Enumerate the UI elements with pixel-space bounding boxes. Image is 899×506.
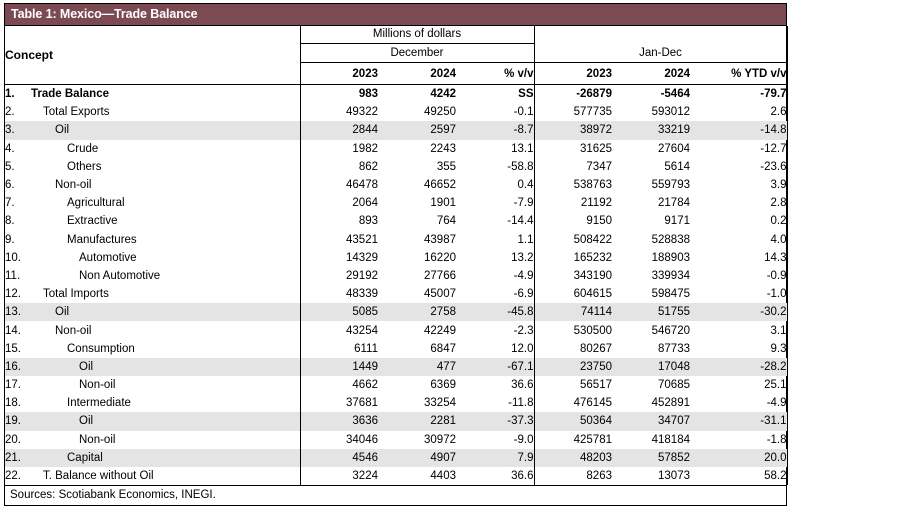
cell-ytd-2023: 38972 (534, 121, 612, 139)
cell-dec-2024: 30972 (424, 433, 456, 446)
cell-ytd-2024: 559793 (651, 179, 690, 192)
row-label: Consumption (67, 342, 135, 355)
cell-dec-2023: 2064 (300, 194, 378, 212)
table-row (5, 231, 787, 249)
table-body (5, 85, 787, 486)
cell-ytd-vy: 3.1 (690, 321, 787, 339)
header-ytd-vy: % YTD v/v (690, 63, 787, 85)
row-label: Agricultural (67, 197, 125, 210)
cell-ytd-vy: -0.9 (690, 267, 787, 285)
cell-dec-2023: 5085 (300, 303, 378, 321)
cell-ytd-2023: 577735 (573, 106, 612, 119)
cell-ytd-2024: 528838 (651, 233, 690, 246)
cell-ytd-vy: -1.8 (690, 431, 787, 449)
table-row (5, 121, 787, 139)
cell-ytd-vy: -4.9 (690, 394, 787, 412)
row-label: Extractive (67, 215, 118, 228)
row-number: 12. (5, 288, 21, 301)
cell-dec-2024: 2243 (430, 142, 456, 155)
cell-ytd-2024: 17048 (612, 358, 690, 376)
cell-ytd-vy: -30.2 (690, 303, 787, 321)
cell-ytd-2024: -5464 (660, 88, 690, 101)
header-dec-2023: 2023 (300, 63, 378, 85)
header-period-december: December (300, 43, 534, 63)
row-label: Manufactures (67, 233, 137, 246)
cell-ytd-2023: 21192 (580, 197, 612, 210)
row-number: 15. (5, 342, 21, 355)
cell-dec-vy: 36.6 (456, 376, 534, 394)
cell-ytd-vy: 0.2 (690, 212, 787, 230)
cell-dec-2024: 2281 (378, 412, 456, 430)
row-label: Non-oil (55, 179, 92, 192)
cell-ytd-2024: 593012 (651, 106, 690, 119)
cell-ytd-2023: 56517 (580, 379, 612, 392)
header-dec-vy: % v/v (456, 63, 534, 85)
cell-dec-vy: -45.8 (456, 303, 534, 321)
table-row (5, 194, 787, 212)
cell-dec-2023: 2844 (300, 121, 378, 139)
table-row (5, 467, 787, 485)
row-number: 3. (5, 121, 27, 139)
cell-dec-vy: -6.9 (456, 285, 534, 303)
cell-ytd-2024: 27604 (658, 142, 690, 155)
cell-ytd-2024: 34707 (612, 412, 690, 430)
cell-dec-2024: 4242 (430, 88, 456, 101)
cell-ytd-vy: 3.9 (690, 176, 787, 194)
cell-ytd-2023: 7347 (586, 160, 612, 173)
cell-ytd-2024: 87733 (658, 342, 690, 355)
cell-dec-2023: 37681 (300, 394, 378, 412)
cell-dec-2024: 46652 (424, 179, 456, 192)
cell-dec-2023: 1982 (300, 140, 378, 158)
header-row-units (5, 26, 787, 43)
cell-dec-2024: 43987 (424, 233, 456, 246)
cell-dec-2023: 893 (300, 212, 378, 230)
cell-dec-2024: 355 (436, 160, 456, 173)
table-source-note: Sources: Scotiabank Economics, INEGI. (5, 485, 786, 505)
cell-dec-2024: 2597 (378, 121, 456, 139)
cell-ytd-2023: 530500 (573, 324, 612, 337)
cell-dec-2024: 6369 (430, 379, 456, 392)
header-ytd-2023: 2023 (534, 63, 612, 85)
cell-ytd-vy: 58.2 (690, 467, 787, 485)
cell-ytd-2024: 51755 (612, 303, 690, 321)
table-row (5, 103, 787, 121)
cell-ytd-vy: -79.7 (690, 85, 787, 104)
cell-dec-vy: -8.7 (456, 121, 534, 139)
cell-dec-2024: 2758 (378, 303, 456, 321)
cell-dec-2023: 43521 (300, 231, 378, 249)
row-label: Non Automotive (79, 269, 161, 282)
cell-ytd-2023: 343190 (573, 269, 612, 282)
cell-ytd-vy: -12.7 (690, 140, 787, 158)
header-units-spacer (534, 26, 787, 43)
cell-dec-2023: 49322 (300, 103, 378, 121)
cell-ytd-vy: 20.0 (690, 449, 787, 467)
cell-ytd-vy: 14.3 (690, 249, 787, 267)
row-number: 4. (5, 142, 15, 155)
row-label: Non-oil (79, 433, 116, 446)
row-label: T. Balance without Oil (43, 470, 154, 483)
cell-dec-2024: 33254 (424, 397, 456, 410)
cell-dec-vy: 13.1 (456, 140, 534, 158)
table-row (5, 176, 787, 194)
row-number: 6. (5, 179, 15, 192)
header-units-label: Millions of dollars (300, 26, 534, 43)
row-number: 19. (5, 412, 27, 430)
cell-dec-2024: 6847 (430, 342, 456, 355)
table-row (5, 431, 787, 449)
cell-ytd-vy: -31.1 (690, 412, 787, 430)
table-row (5, 449, 787, 467)
cell-ytd-2024: 452891 (651, 397, 690, 410)
row-label: Capital (27, 449, 300, 467)
cell-dec-vy: -37.3 (456, 412, 534, 430)
cell-dec-2023: 4546 (300, 449, 378, 467)
cell-ytd-2024: 9171 (664, 215, 690, 228)
row-label: Oil (27, 412, 300, 430)
cell-ytd-2024: 418184 (651, 433, 690, 446)
cell-ytd-2023: -26879 (576, 88, 612, 101)
cell-ytd-2024: 70685 (658, 379, 690, 392)
row-label: Automotive (79, 251, 137, 264)
cell-ytd-2023: 476145 (573, 397, 612, 410)
table-row (5, 394, 787, 412)
cell-dec-vy: -9.0 (456, 431, 534, 449)
cell-dec-2024: 477 (378, 358, 456, 376)
header-dec-2024: 2024 (378, 63, 456, 85)
cell-dec-2023: 34046 (300, 431, 378, 449)
cell-ytd-vy: -1.0 (690, 285, 787, 303)
cell-ytd-vy: 4.0 (690, 231, 787, 249)
cell-dec-2024: 764 (436, 215, 456, 228)
cell-dec-2024: 16220 (424, 251, 456, 264)
trade-balance-table (5, 26, 788, 485)
table-row (5, 303, 787, 321)
cell-dec-2023: 3636 (300, 412, 378, 430)
cell-ytd-2024: 21784 (658, 197, 690, 210)
cell-dec-vy: -4.9 (456, 267, 534, 285)
cell-dec-vy: -14.4 (456, 212, 534, 230)
row-number: 13. (5, 303, 27, 321)
cell-ytd-2024: 5614 (664, 160, 690, 173)
trade-balance-table-container (4, 3, 787, 506)
table-row (5, 412, 787, 430)
cell-ytd-2023: 9150 (586, 215, 612, 228)
cell-dec-2024: 27766 (424, 269, 456, 282)
row-number: 20. (5, 433, 21, 446)
cell-dec-vy: 0.4 (456, 176, 534, 194)
row-number: 9. (5, 233, 15, 246)
row-label: Oil (27, 121, 300, 139)
row-label: Others (67, 160, 102, 173)
cell-ytd-2024: 33219 (612, 121, 690, 139)
row-number: 5. (5, 160, 15, 173)
cell-ytd-2024: 598475 (651, 288, 690, 301)
cell-dec-2023: 983 (300, 85, 378, 104)
table-header (5, 26, 787, 85)
row-label: Non-oil (55, 324, 92, 337)
cell-ytd-2023: 50364 (534, 412, 612, 430)
row-number: 22. (5, 470, 21, 483)
cell-ytd-2024: 57852 (612, 449, 690, 467)
cell-ytd-2023: 74114 (534, 303, 612, 321)
table-row (5, 358, 787, 376)
row-number: 10. (5, 251, 21, 264)
cell-dec-2024: 42249 (424, 324, 456, 337)
table-row (5, 376, 787, 394)
cell-dec-vy: -7.9 (456, 194, 534, 212)
row-number: 16. (5, 358, 27, 376)
table-row (5, 267, 787, 285)
cell-dec-2024: 1901 (430, 197, 456, 210)
cell-ytd-2023: 508422 (573, 233, 612, 246)
row-label: Total Exports (43, 106, 110, 119)
header-concept: Concept (5, 26, 300, 85)
row-number: 18. (5, 397, 21, 410)
table-row (5, 285, 787, 303)
cell-dec-2024: 4907 (378, 449, 456, 467)
row-label: Intermediate (67, 397, 131, 410)
cell-ytd-2023: 165232 (573, 251, 612, 264)
cell-ytd-2023: 604615 (573, 288, 612, 301)
table-title: Table 1: Mexico—Trade Balance (5, 4, 786, 26)
cell-dec-vy: -67.1 (456, 358, 534, 376)
cell-ytd-2023: 48203 (534, 449, 612, 467)
cell-ytd-2023: 8263 (586, 470, 612, 483)
cell-dec-2024: 4403 (430, 470, 456, 483)
cell-dec-2023: 3224 (300, 467, 378, 485)
cell-dec-2023: 14329 (300, 249, 378, 267)
cell-ytd-vy: -28.2 (690, 358, 787, 376)
cell-ytd-2023: 31625 (580, 142, 612, 155)
header-period-jandec: Jan-Dec (534, 43, 787, 63)
cell-dec-2023: 46478 (300, 176, 378, 194)
row-number: 1. (5, 88, 15, 101)
table-row (5, 140, 787, 158)
row-label: Trade Balance (31, 88, 109, 101)
cell-dec-vy: 1.1 (456, 231, 534, 249)
cell-dec-vy: -0.1 (456, 103, 534, 121)
header-ytd-2024: 2024 (612, 63, 690, 85)
cell-dec-vy: 36.6 (456, 467, 534, 485)
row-number: 14. (5, 324, 21, 337)
row-label: Total Imports (43, 288, 109, 301)
cell-dec-2023: 48339 (300, 285, 378, 303)
table-row (5, 249, 787, 267)
cell-ytd-vy: -14.8 (690, 121, 787, 139)
cell-dec-2023: 43254 (300, 321, 378, 339)
cell-ytd-2023: 23750 (534, 358, 612, 376)
cell-dec-2023: 1449 (300, 358, 378, 376)
cell-dec-2023: 862 (300, 158, 378, 176)
cell-dec-vy: 12.0 (456, 340, 534, 358)
cell-ytd-vy: 2.6 (690, 103, 787, 121)
row-number: 11. (5, 269, 21, 282)
row-number: 7. (5, 197, 15, 210)
cell-ytd-2024: 188903 (651, 251, 690, 264)
cell-ytd-2023: 538763 (573, 179, 612, 192)
row-label: Oil (27, 303, 300, 321)
table-row (5, 212, 787, 230)
table-row (5, 340, 787, 358)
cell-dec-2024: 49250 (424, 106, 456, 119)
cell-dec-2023: 29192 (300, 267, 378, 285)
cell-ytd-vy: 2.8 (690, 194, 787, 212)
cell-dec-2023: 4662 (300, 376, 378, 394)
cell-ytd-2024: 13073 (658, 470, 690, 483)
cell-ytd-2024: 339934 (651, 269, 690, 282)
cell-dec-vy: SS (456, 85, 534, 104)
cell-ytd-vy: 25.1 (690, 376, 787, 394)
table-row (5, 158, 787, 176)
cell-dec-vy: -58.8 (456, 158, 534, 176)
cell-ytd-2024: 546720 (651, 324, 690, 337)
cell-dec-vy: -2.3 (456, 321, 534, 339)
table-row (5, 321, 787, 339)
cell-ytd-2023: 80267 (580, 342, 612, 355)
cell-dec-vy: -11.8 (456, 394, 534, 412)
cell-dec-2024: 45007 (424, 288, 456, 301)
row-label: Non-oil (79, 379, 116, 392)
cell-dec-2023: 6111 (300, 340, 378, 358)
row-number: 8. (5, 215, 15, 228)
row-number: 17. (5, 379, 21, 392)
row-number: 2. (5, 106, 15, 119)
row-label: Oil (27, 358, 300, 376)
cell-dec-vy: 7.9 (456, 449, 534, 467)
cell-ytd-vy: -23.6 (690, 158, 787, 176)
row-number: 21. (5, 449, 27, 467)
table-row (5, 85, 787, 104)
row-label: Crude (67, 142, 99, 155)
cell-ytd-2023: 425781 (573, 433, 612, 446)
cell-ytd-vy: 9.3 (690, 340, 787, 358)
cell-dec-vy: 13.2 (456, 249, 534, 267)
